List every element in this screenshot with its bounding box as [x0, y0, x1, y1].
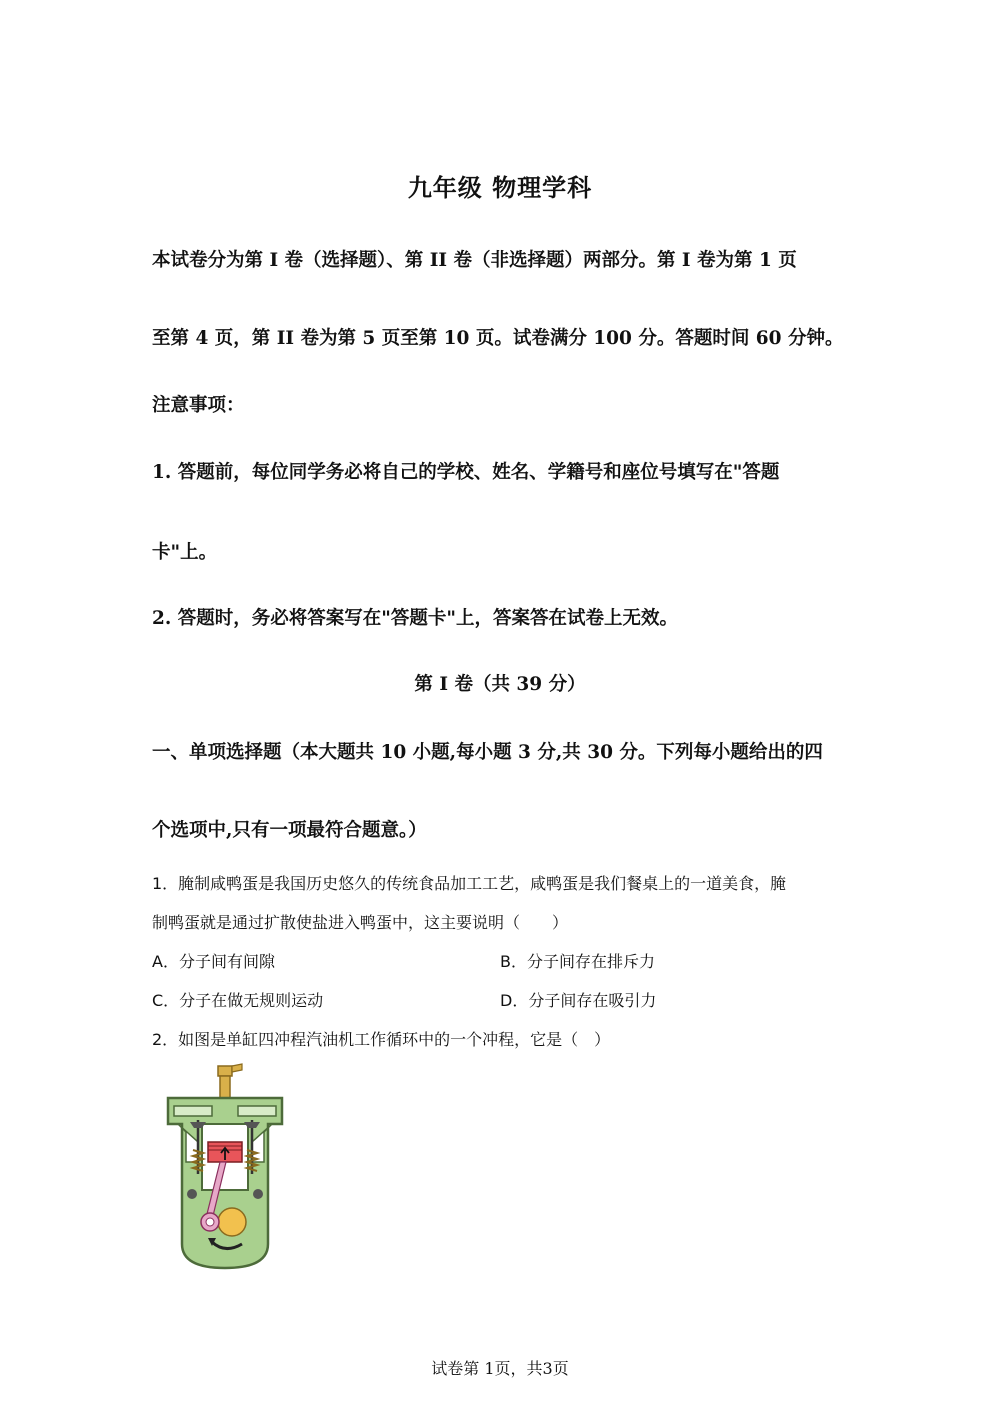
- option-b: B．分子间存在排斥力: [500, 952, 655, 971]
- section-heading-line-2: 个选项中,只有一项最符合题意。）: [152, 820, 427, 841]
- page-title: 九年级 物理学科: [407, 174, 593, 202]
- intro-line-1: 本试卷分为第 I 卷（选择题）、第 II 卷（非选择题）两部分。第 I 卷为第 1 页: [152, 250, 797, 271]
- question-2-stem: 2．如图是单缸四冲程汽油机工作循环中的一个冲程，它是（ ）: [152, 1030, 611, 1049]
- notice-item-1-line-2: 卡"上。: [152, 542, 218, 563]
- section-title: 第 I 卷（共 39 分）: [414, 674, 586, 695]
- notice-heading: 注意事项：: [152, 395, 245, 416]
- option-d: D．分子间存在吸引力: [500, 991, 657, 1010]
- notice-item-1-line-1: 1. 答题前，每位同学务必将自己的学校、姓名、学籍号和座位号填写在"答题: [152, 462, 780, 483]
- notice-item-2: 2. 答题时，务必将答案写在"答题卡"上，答案答在试卷上无效。: [152, 608, 679, 629]
- page-footer: 试卷第 1页，共3页: [431, 1359, 569, 1378]
- intro-line-2: 至第 4 页，第 II 卷为第 5 页至第 10 页。试卷满分 100 分。答题时间 60 分钟。: [152, 328, 844, 349]
- question-1-stem-line-1: 1．腌制咸鸭蛋是我国历史悠久的传统食品加工工艺，咸鸭蛋是我们餐桌上的一道美食，腌: [152, 874, 787, 893]
- engine-diagram-icon: [162, 1062, 288, 1272]
- question-1-stem-line-2: 制鸭蛋就是通过扩散使盐进入鸭蛋中，这主要说明（ ）: [152, 913, 569, 932]
- option-c: C．分子在做无规则运动: [152, 991, 324, 1010]
- option-a: A．分子间有间隙: [152, 952, 275, 971]
- section-heading-line-1: 一、单项选择题（本大题共 10 小题,每小题 3 分,共 30 分。下列每小题给出的四: [152, 742, 823, 763]
